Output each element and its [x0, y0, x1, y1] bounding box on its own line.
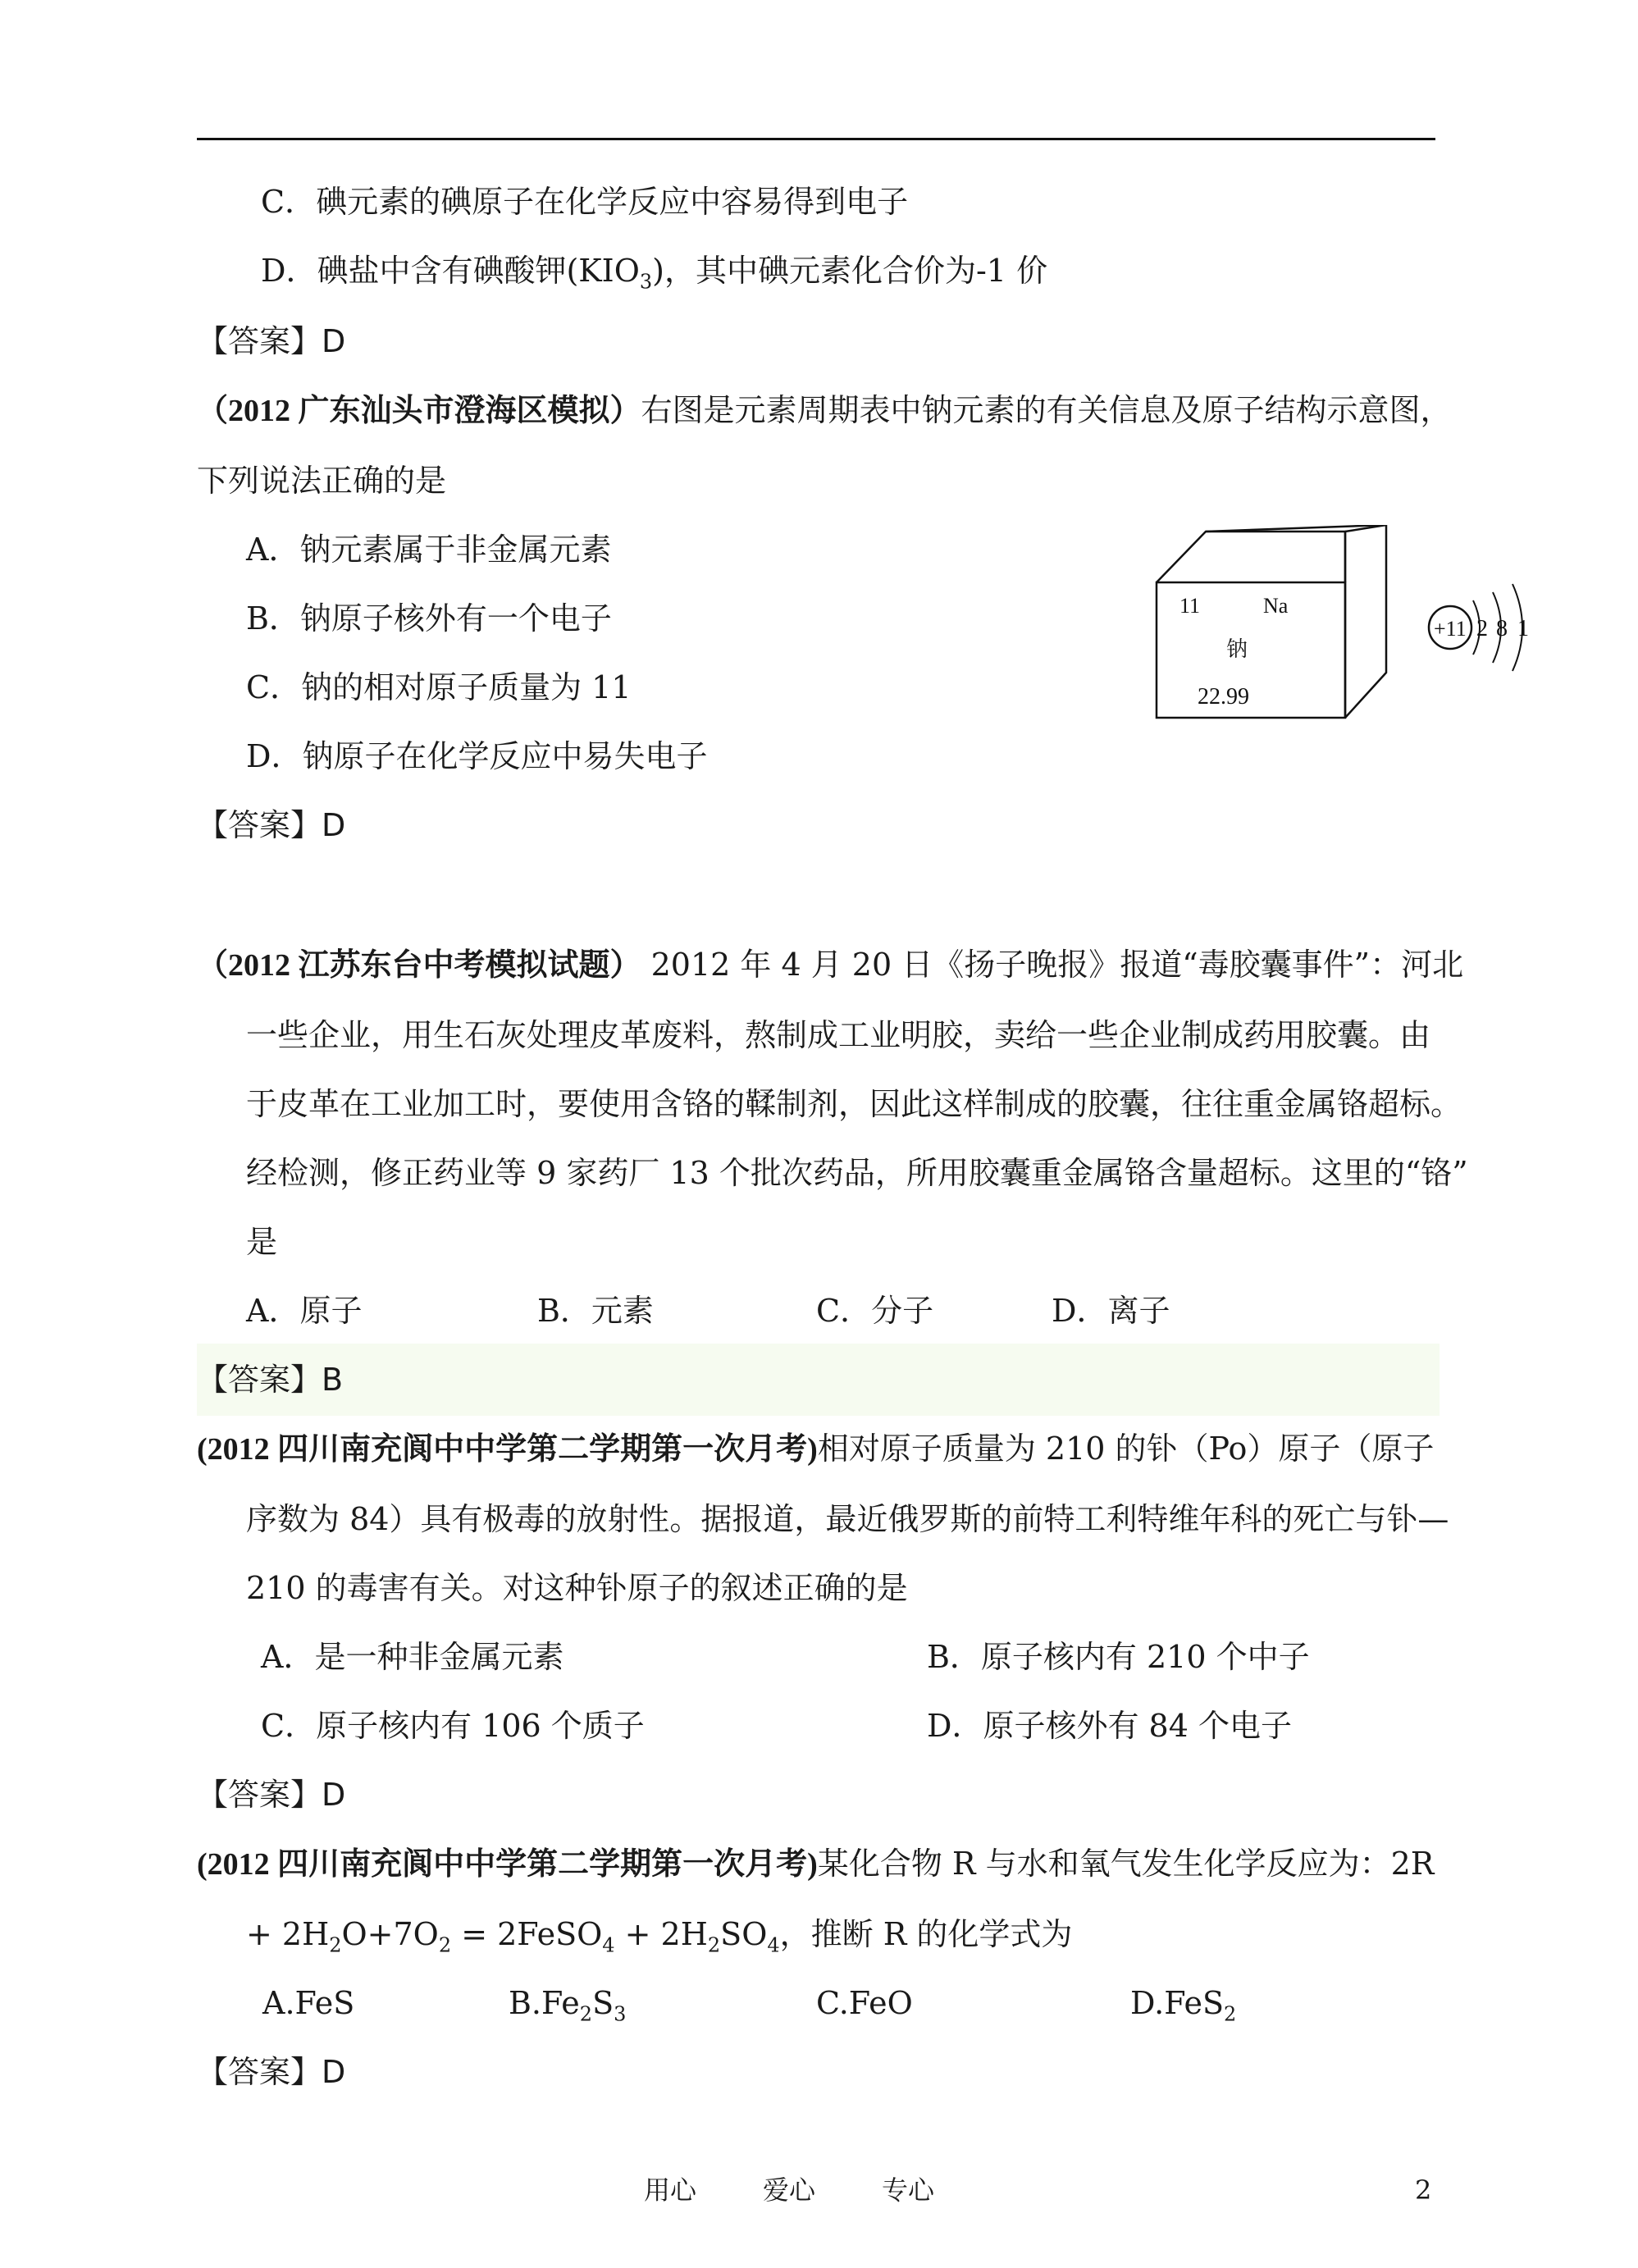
q3-option-b: B．元素 — [537, 1293, 654, 1329]
element-name: 钠 — [1226, 637, 1248, 661]
question-3-stem: （2012 江苏东台中考模拟试题） 2012 年 4 月 20 日《扬子晚报》报道“毒胶囊事件”：河北 — [197, 947, 1464, 983]
atomic-number: 11 — [1179, 594, 1201, 618]
q2-option-c: C．钠的相对原子质量为 11 — [246, 669, 632, 705]
footer-motto-1: 用心 — [644, 2174, 697, 2206]
atomic-mass: 22.99 — [1198, 684, 1249, 710]
footer-motto-3: 专心 — [882, 2174, 935, 2206]
q2-option-b: B．钠原子核外有一个电子 — [246, 600, 612, 637]
shell-3-count: 1 — [1517, 616, 1529, 641]
q3-option-d: D．离子 — [1052, 1293, 1170, 1329]
question-5-stem: (2012 四川南充阆中中学第二学期第一次月考)某化合物 R 与水和氧气发生化学反应为：2R — [197, 1846, 1435, 1882]
element-symbol: Na — [1263, 594, 1289, 618]
q4-option-c: C．原子核内有 106 个质子 — [261, 1708, 645, 1744]
question-4-stem: (2012 四川南充阆中中学第二学期第一次月考)相对原子质量为 210 的钋（Po）原子（原子 — [197, 1431, 1435, 1467]
shell-2-count: 8 — [1496, 616, 1508, 641]
q3-option-a: A．原子 — [246, 1293, 363, 1329]
question-3-line-4: 经检测，修正药业等 9 家药厂 13 个批次药品，所用胶囊重金属铬含量超标。这里的“铬” — [246, 1155, 1468, 1191]
header-rule — [197, 138, 1435, 140]
option-c-iodine: C．碘元素的碘原子在化学反应中容易得到电子 — [261, 184, 909, 220]
answer-highlight — [197, 1344, 1440, 1416]
q3-option-c: C．分子 — [816, 1293, 934, 1329]
question-3-line-5: 是 — [246, 1224, 278, 1260]
question-4-line-2: 序数为 84）具有极毒的放射性。据报道，最近俄罗斯的前特工利特维年科的死亡与钋— — [246, 1501, 1449, 1537]
answer-2: 【答案】D — [197, 807, 346, 843]
answer-5: 【答案】D — [197, 2054, 346, 2090]
answer-3: 【答案】B — [197, 1362, 344, 1398]
shell-1-count: 2 — [1476, 616, 1488, 641]
answer-1: 【答案】D — [197, 323, 346, 359]
chemical-equation: + $2H_2O+7O_2$ = 2FeSO$_4$ + $2H_2SO_4$，推断 R 的化学式为 — [246, 1916, 1073, 1957]
q5-option-a: A.FeS — [262, 1985, 355, 2021]
nucleus-charge: +11 — [1434, 617, 1467, 641]
question-3-line-3: 于皮革在工业加工时，要使用含铬的鞣制剂，因此这样制成的胶囊，往往重金属铬超标。 — [246, 1086, 1462, 1122]
question-2-stem: （2012 广东汕头市澄海区模拟）右图是元素周期表中钠元素的有关信息及原子结构示意图， — [197, 392, 1452, 428]
q4-option-b: B．原子核内有 210 个中子 — [927, 1639, 1310, 1675]
question-4-line-3: 210 的毒害有关。对这种钋原子的叙述正确的是 — [246, 1570, 908, 1606]
q2-option-d: D．钠原子在化学反应中易失电子 — [246, 738, 708, 774]
q5-option-d: D.FeS$_2$ — [1130, 1985, 1237, 2026]
q5-option-c: C.FeO — [816, 1985, 913, 2021]
q5-option-b: $B.Fe_2S_3$ — [509, 1985, 627, 2026]
q2-option-a: A．钠元素属于非金属元素 — [246, 532, 612, 568]
page-number: 2 — [1415, 2174, 1432, 2206]
sodium-figure — [1148, 525, 1608, 738]
question-3-line-2: 一些企业，用生石灰处理皮革废料，熬制成工业明胶，卖给一些企业制成药用胶囊。由 — [246, 1017, 1431, 1053]
answer-4: 【答案】D — [197, 1777, 346, 1813]
element-cube — [1157, 525, 1386, 718]
question-2-stem-cont: 下列说法正确的是 — [197, 463, 447, 499]
option-d-iodine: D．碘盐中含有碘酸钾$(KIO_3)$，其中碘元素化合价为-1 价 — [261, 253, 1048, 294]
q4-option-a: A．是一种非金属元素 — [261, 1639, 564, 1675]
footer-motto-2: 爱心 — [763, 2174, 816, 2206]
q4-option-d: D．原子核外有 84 个电子 — [927, 1708, 1292, 1744]
atom-structure-diagram — [1429, 584, 1529, 671]
